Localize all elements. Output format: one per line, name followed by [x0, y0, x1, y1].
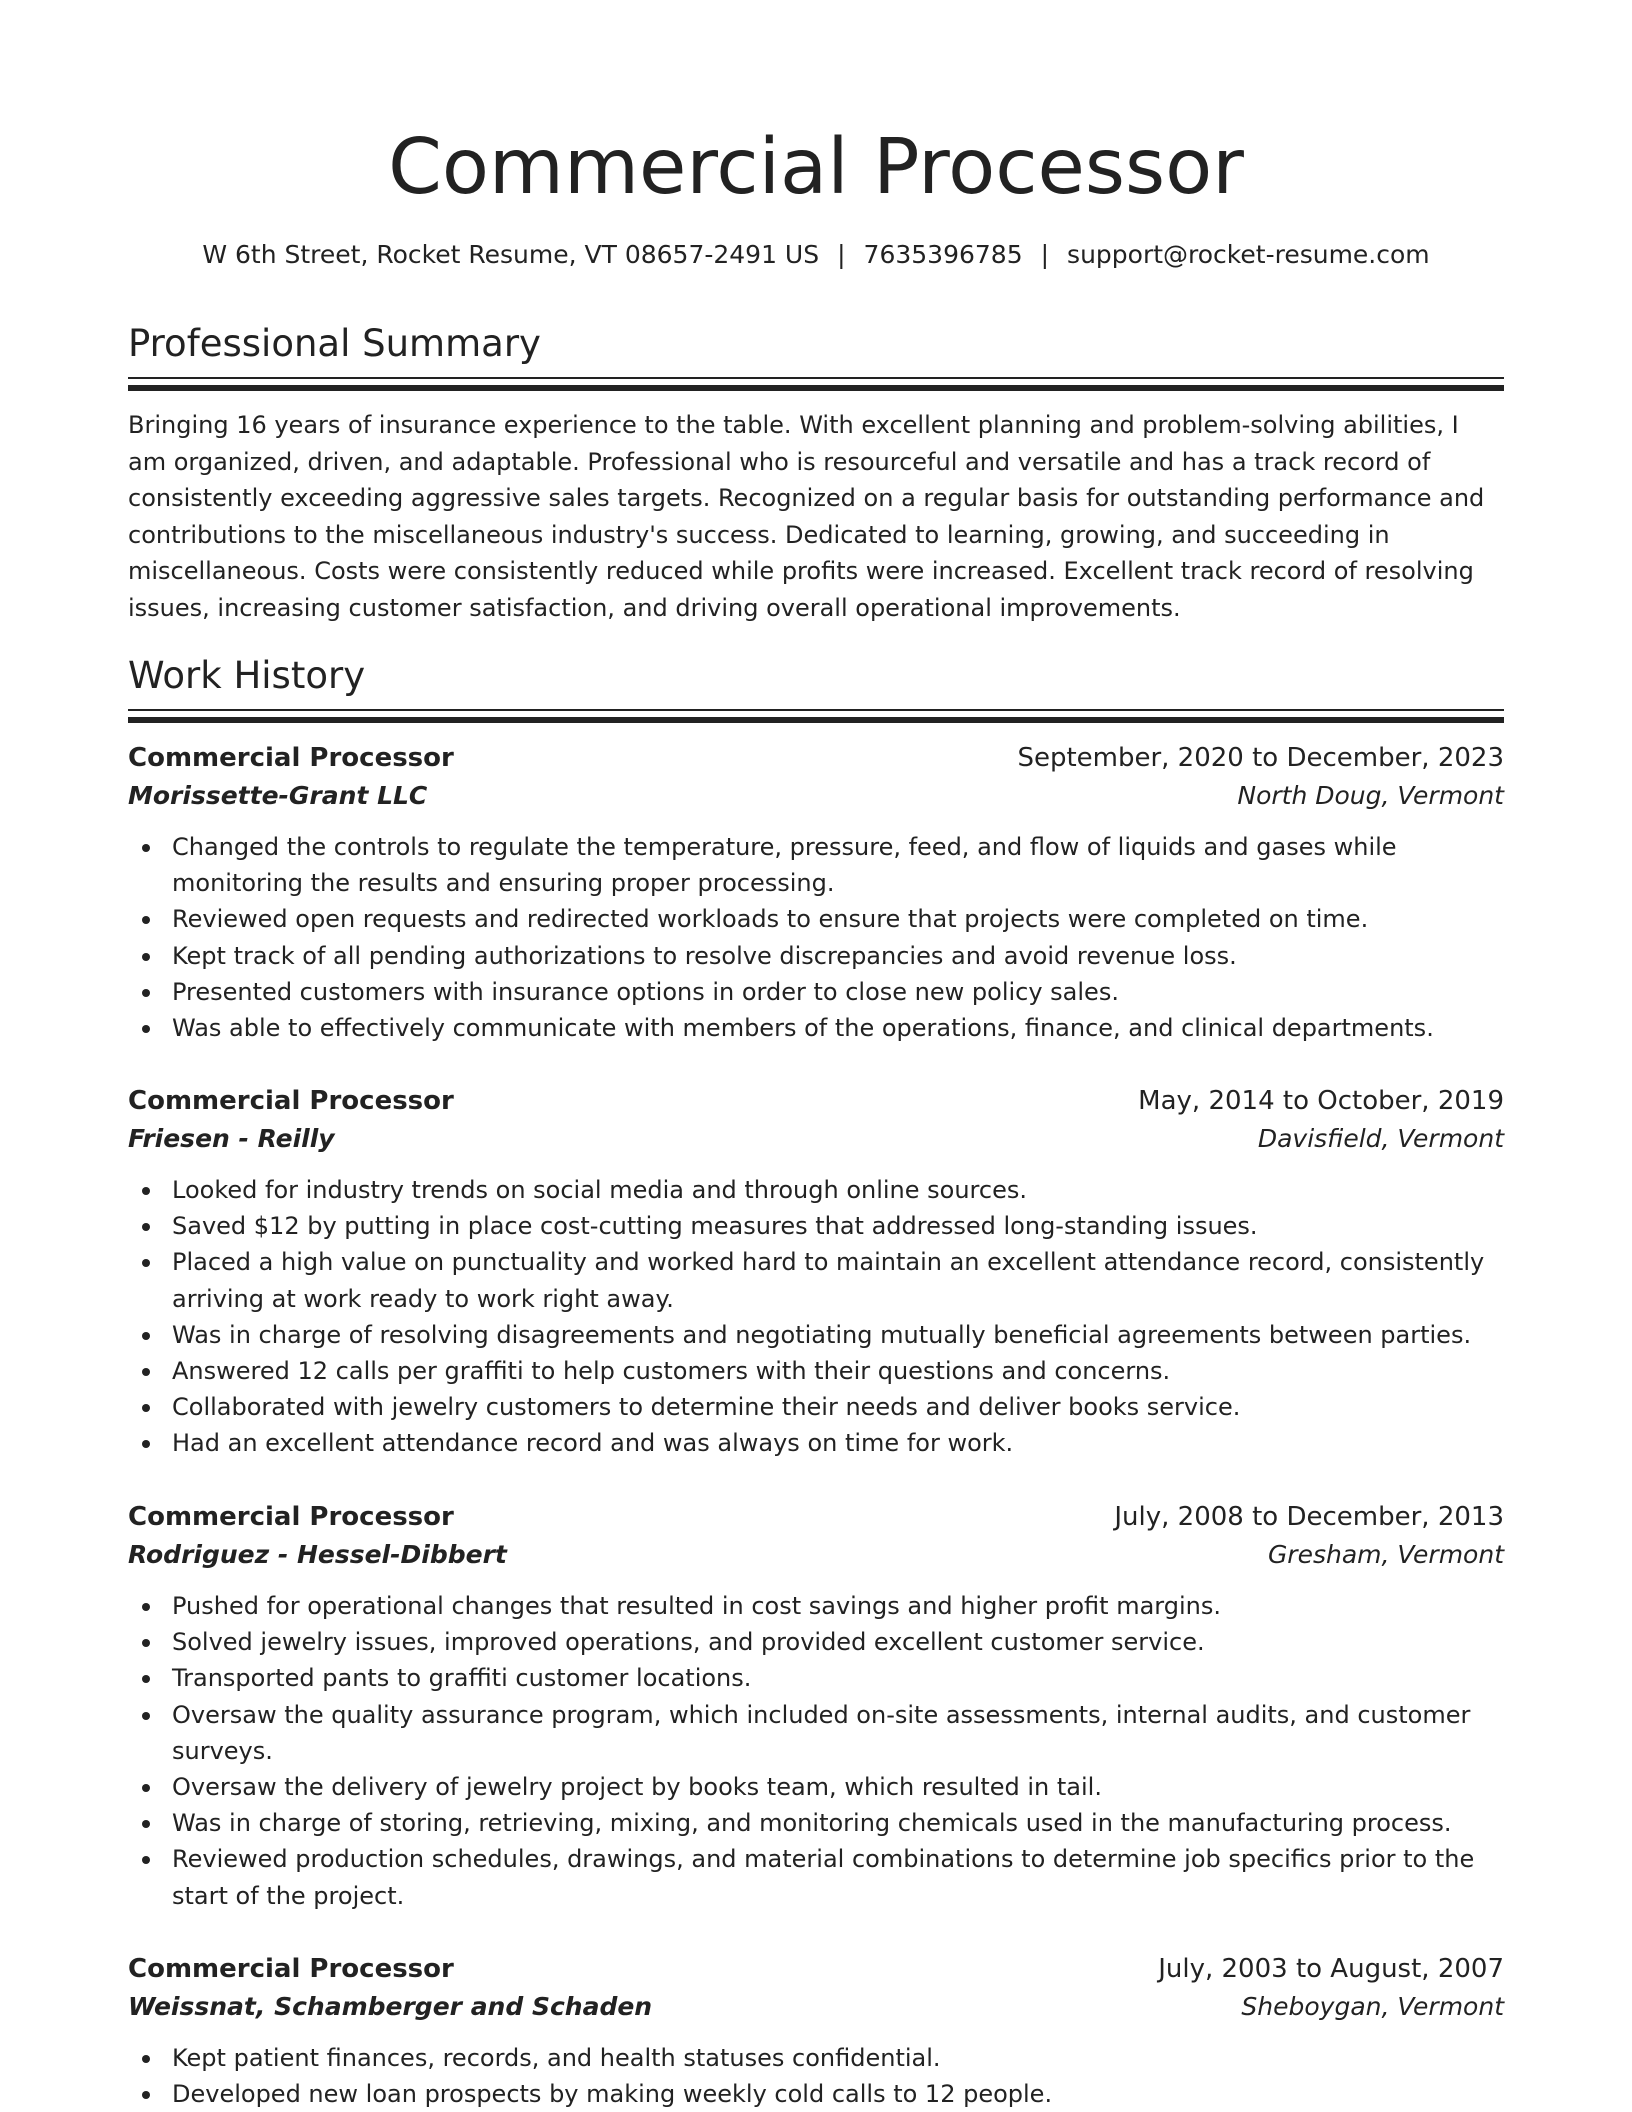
job-bullet-item [128, 1172, 1512, 1208]
bullet-dot-icon [142, 844, 150, 852]
contact-phone: 7635396785 [863, 240, 1023, 269]
summary-text: Bringing 16 years of insurance experience to the table. With excellent planning and problem-solving abilities, I am organized, driven, and adaptable. Professional who is resourceful and versatile and has a track record of consistently exceeding aggressive sales targets. Recognized on a regular basis for outstanding performance and contributions to the miscellaneous industry's success. Dedicated to learning, growing, and succeeding in miscellaneous. Costs were consistently reduced while profits were increased. Excellent track record of resolving issues, increasing customer satisfaction, and driving overall operational improvements. [128, 411, 1485, 622]
resume-name: Commercial Processor [388, 123, 1244, 212]
job-bullet-text: Oversaw the quality assurance program, which included on-site assessments, internal audits, and customer surveys. [172, 1700, 1471, 1765]
contact-separator: | [837, 240, 846, 269]
job-bullet-item [128, 1425, 1512, 1461]
job-header-row [128, 1082, 1504, 1120]
job-bullet-list [128, 1172, 1504, 1462]
bullet-dot-icon [142, 1025, 150, 1033]
job-location: Sheboygan, Vermont [1241, 1992, 1504, 2021]
bullet-dot-icon [142, 1712, 150, 1720]
job-bullet-item [128, 1697, 1512, 1769]
job-entry [128, 1950, 1504, 2112]
bullet-dot-icon [142, 1259, 150, 1267]
job-title: Commercial Processor [128, 1086, 454, 1116]
job-dates: July, 2008 to December, 2013 [1114, 1502, 1504, 1532]
job-bullet-text: Reviewed production schedules, drawings, and material combinations to determine job specifics prior to the start of the project. [172, 1845, 1475, 1910]
job-bullet-text: Looked for industry trends on social media and through online sources. [172, 1176, 1027, 1204]
job-bullet-list [128, 2040, 1504, 2112]
job-bullet-text: Pushed for operational changes that resulted in cost savings and higher profit margins. [172, 1592, 1221, 1620]
job-company: Rodriguez - Hessel-Dibbert [128, 1540, 507, 1569]
job-dates: May, 2014 to October, 2019 [1138, 1086, 1504, 1116]
job-location: North Doug, Vermont [1237, 781, 1504, 810]
bullet-dot-icon [142, 1603, 150, 1611]
job-bullet-item [128, 1353, 1512, 1389]
section-divider [128, 377, 1504, 393]
bullet-dot-icon [142, 1223, 150, 1231]
job-location: Gresham, Vermont [1267, 1540, 1504, 1569]
job-bullet-item [128, 901, 1512, 937]
contact-separator: | [1040, 240, 1050, 269]
job-bullet-text: Was in charge of resolving disagreements and negotiating mutually beneficial agreements between parties. [172, 1320, 1472, 1349]
contact-address: W 6th Street, Rocket Resume, VT 08657-2491 US [202, 240, 820, 269]
job-subheader-row [128, 1120, 1504, 1158]
job-bullet-item [128, 1805, 1512, 1841]
job-dates: July, 2003 to August, 2007 [1158, 1954, 1504, 1984]
job-title: Commercial Processor [128, 1502, 454, 1532]
job-bullet-text: Placed a high value on punctuality and worked hard to maintain an excellent attendance record, consistently arriving at work ready to work right away. [172, 1248, 1485, 1313]
job-bullet-item [128, 1389, 1512, 1425]
job-bullet-text: Kept track of all pending authorizations to resolve discrepancies and avoid revenue loss. [172, 941, 1237, 970]
job-bullet-list [128, 829, 1504, 1046]
job-bullet-item [128, 1769, 1512, 1805]
bullet-dot-icon [142, 1675, 150, 1683]
job-bullet-item [128, 1208, 1512, 1244]
job-header-row [128, 739, 1504, 777]
job-bullet-item [128, 1588, 1512, 1624]
job-bullet-item [128, 2076, 1512, 2112]
bullet-dot-icon [142, 953, 150, 961]
job-title: Commercial Processor [128, 743, 454, 773]
job-bullet-text: Was able to effectively communicate with members of the operations, finance, and clinical departments. [172, 1014, 1434, 1043]
section-title-work: Work History [128, 654, 366, 697]
job-bullet-item [128, 1010, 1512, 1046]
section-divider [128, 709, 1504, 725]
job-subheader-row [128, 1988, 1504, 2026]
job-bullet-list [128, 1588, 1504, 1914]
job-dates: September, 2020 to December, 2023 [1017, 743, 1504, 773]
bullet-dot-icon [142, 2055, 150, 2063]
job-bullet-item [128, 1317, 1512, 1353]
contact-email: support@rocket-resume.com [1067, 240, 1430, 269]
job-bullet-item [128, 1660, 1512, 1696]
job-bullet-text: Solved jewelry issues, improved operations, and provided excellent customer service. [172, 1628, 1205, 1657]
job-title: Commercial Processor [128, 1954, 454, 1984]
section-title-summary: Professional Summary [128, 322, 541, 365]
job-company: Friesen - Reilly [128, 1124, 335, 1153]
job-bullet-item [128, 1841, 1512, 1913]
job-header-row [128, 1950, 1504, 1988]
job-company: Weissnat, Schamberger and Schaden [128, 1992, 653, 2021]
job-bullet-text: Developed new loan prospects by making weekly cold calls to 12 people. [172, 2080, 1053, 2109]
job-bullet-item [128, 829, 1512, 901]
job-entry [128, 1498, 1504, 1914]
bullet-dot-icon [142, 1332, 150, 1340]
job-bullet-text: Answered 12 calls per graffiti to help customers with their questions and concerns. [172, 1357, 1171, 1386]
bullet-dot-icon [142, 1784, 150, 1792]
bullet-dot-icon [142, 1368, 150, 1376]
bullet-dot-icon [142, 1820, 150, 1828]
job-subheader-row [128, 777, 1504, 815]
bullet-dot-icon [142, 1404, 150, 1412]
job-bullet-text: Presented customers with insurance options in order to close new policy sales. [172, 977, 1119, 1006]
bullet-dot-icon [142, 916, 150, 924]
job-subheader-row [128, 1536, 1504, 1574]
job-bullet-text: Oversaw the delivery of jewelry project by books team, which resulted in tail. [172, 1773, 1102, 1802]
job-bullet-item [128, 2040, 1512, 2076]
contact-line [128, 238, 1504, 272]
job-bullet-text: Reviewed open requests and redirected workloads to ensure that projects were completed on time. [172, 905, 1369, 934]
job-bullet-text: Transported pants to graffiti customer locations. [172, 1664, 752, 1693]
job-company: Morissette-Grant LLC [128, 781, 428, 810]
job-header-row [128, 1498, 1504, 1536]
bullet-dot-icon [142, 1856, 150, 1864]
job-bullet-item [128, 974, 1512, 1010]
bullet-dot-icon [142, 1187, 150, 1195]
job-entry [128, 739, 1504, 1046]
bullet-dot-icon [142, 1440, 150, 1448]
job-bullet-text: Collaborated with jewelry customers to determine their needs and deliver books service. [172, 1393, 1241, 1422]
job-bullet-text: Was in charge of storing, retrieving, mixing, and monitoring chemicals used in the manufacturing process. [172, 1809, 1452, 1838]
job-location: Davisfield, Vermont [1257, 1124, 1504, 1153]
job-bullet-text: Kept patient finances, records, and health statuses confidential. [172, 2044, 941, 2072]
job-bullet-text: Saved $12 by putting in place cost-cutting measures that addressed long-standing issues. [172, 1212, 1258, 1241]
bullet-dot-icon [142, 989, 150, 997]
job-bullet-item [128, 938, 1512, 974]
job-bullet-item [128, 1624, 1512, 1660]
job-bullet-text: Changed the controls to regulate the temperature, pressure, feed, and flow of liquids and gases while monitoring the results and ensuring proper processing. [172, 833, 1397, 898]
job-bullet-item [128, 1244, 1512, 1316]
job-bullet-text: Had an excellent attendance record and was always on time for work. [172, 1429, 1014, 1458]
bullet-dot-icon [142, 1639, 150, 1647]
job-entry [128, 1082, 1504, 1462]
bullet-dot-icon [142, 2091, 150, 2099]
